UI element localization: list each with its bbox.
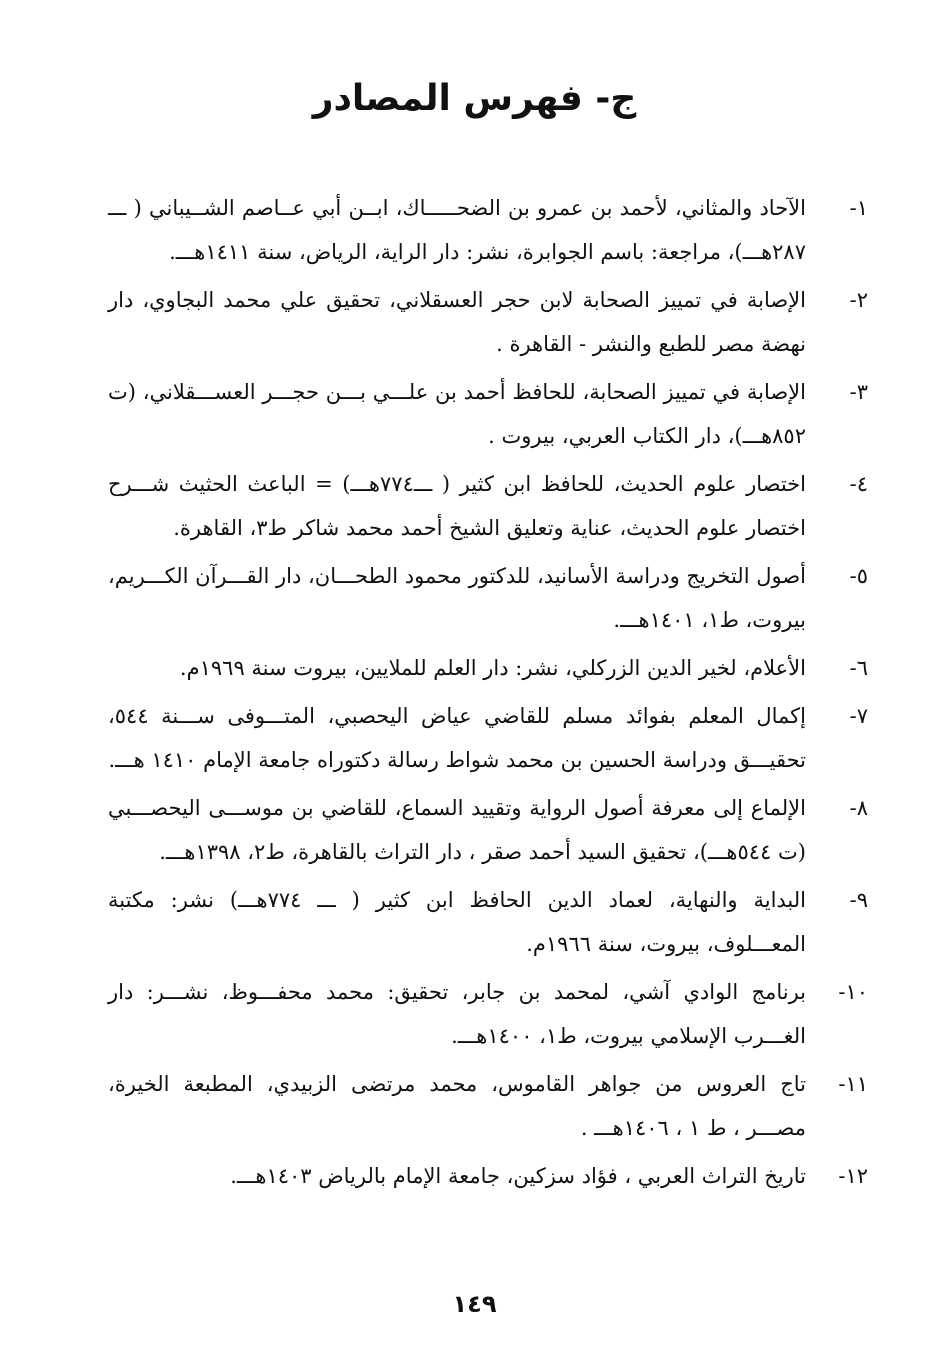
page-title: ج- فهرس المصادر bbox=[312, 78, 637, 119]
entry-number: ٩- bbox=[849, 888, 868, 912]
entry-number: ١٠- bbox=[838, 980, 868, 1004]
page-number: ١٤٩ bbox=[452, 1290, 497, 1318]
entry-text: اختصار علوم الحديث، للحافظ ابن كثير ( ـــ٧٧٤هـــ) = الباعث الحثيث شـــرح اختصار علوم الحديث، عناية وتعليق الشيخ أحمد محمد شاكر ط٣، القاهرة. bbox=[108, 472, 807, 540]
list-item bbox=[108, 786, 868, 874]
entry-number: ٢- bbox=[849, 288, 868, 312]
entry-number: ٧- bbox=[849, 704, 868, 728]
entry-text: إكمال المعلم بفوائد مسلم للقاضي عياض اليحصبي، المتـــوفى ســـنة ٥٤٤، تحقيـــق ودراسة الحسين بن محمد شواط رسالة دكتوراه جامعة الإمام ١٤١٠ هـــ. bbox=[108, 704, 806, 772]
entry-text: الأعلام، لخير الدين الزركلي، نشر: دار العلم للملايين، بيروت سنة ١٩٦٩م. bbox=[179, 656, 806, 680]
entry-text: تاج العروس من جواهر القاموس، محمد مرتضى الزبيدي، المطبعة الخيرة، مصـــر ، ط ١ ، ١٤٠٦هـــ . bbox=[108, 1072, 806, 1140]
entry-number: ٨- bbox=[849, 796, 868, 820]
entry-text: الإصابة في تمييز الصحابة لابن حجر العسقلاني، تحقيق علي محمد البجاوي، دار نهضة مصر للطبع والنشر - القاهرة . bbox=[108, 288, 806, 356]
entry-number: ٦- bbox=[849, 656, 868, 680]
entry-number: ٣- bbox=[849, 380, 868, 404]
entry-text: الإلماع إلى معرفة أصول الرواية وتقييد السماع، للقاضي بن موســـى اليحصـــبي (ت ٥٤٤هـــ)، تحقيق السيد أحمد صقر ، دار التراث بالقاهرة، ط٢، ١٣٩٨هـــ. bbox=[108, 796, 806, 864]
entry-number: ١- bbox=[849, 196, 868, 220]
list-item bbox=[108, 1062, 868, 1150]
entry-number: ١٢- bbox=[838, 1164, 868, 1188]
entry-number: ١١- bbox=[838, 1072, 868, 1096]
sources-list bbox=[108, 186, 868, 1202]
list-item bbox=[108, 878, 868, 966]
entry-text: برنامج الوادي آشي، لمحمد بن جابر، تحقيق: محمد محفـــوظ، نشـــر: دار الغـــرب الإسلامي بيروت، ط١، ١٤٠٠هـــ. bbox=[108, 980, 806, 1048]
list-item bbox=[108, 646, 868, 690]
entry-text: الإصابة في تمييز الصحابة، للحافظ أحمد بن علـــي بـــن حجـــر العســـقلاني، (ت ٨٥٢هـــ)، دار الكتاب العربي، بيروت . bbox=[108, 380, 806, 448]
entry-text: البداية والنهاية، لعماد الدين الحافظ ابن كثير ( ـــ ٧٧٤هـــ) نشر: مكتبة المعـــلوف، بيروت، سنة ١٩٦٦م. bbox=[108, 888, 806, 956]
entry-text: أصول التخريج ودراسة الأسانيد، للدكتور محمود الطحـــان، دار القـــرآن الكـــريم، بيروت، ط١، ١٤٠١هـــ. bbox=[108, 564, 806, 632]
entry-number: ٤- bbox=[849, 472, 868, 496]
list-item bbox=[108, 1154, 868, 1198]
list-item bbox=[108, 370, 868, 458]
list-item bbox=[108, 694, 868, 782]
list-item bbox=[108, 186, 868, 274]
list-item bbox=[108, 554, 868, 642]
entry-number: ٥- bbox=[849, 564, 868, 588]
list-item bbox=[108, 278, 868, 366]
list-item bbox=[108, 462, 868, 550]
entry-text: تاريخ التراث العربي ، فؤاد سزكين، جامعة الإمام بالرياض ١٤٠٣هـــ. bbox=[230, 1164, 806, 1188]
list-item bbox=[108, 970, 868, 1058]
entry-text: الآحاد والمثاني، لأحمد بن عمرو بن الضحـــــاك، ابــن أبي عــاصم الشــيباني ( ـــ ٢٨٧هـــ)، مراجعة: باسم الجوابرة، نشر: دار الراية، الرياض، سنة ١٤١١هـــ. bbox=[108, 196, 806, 264]
